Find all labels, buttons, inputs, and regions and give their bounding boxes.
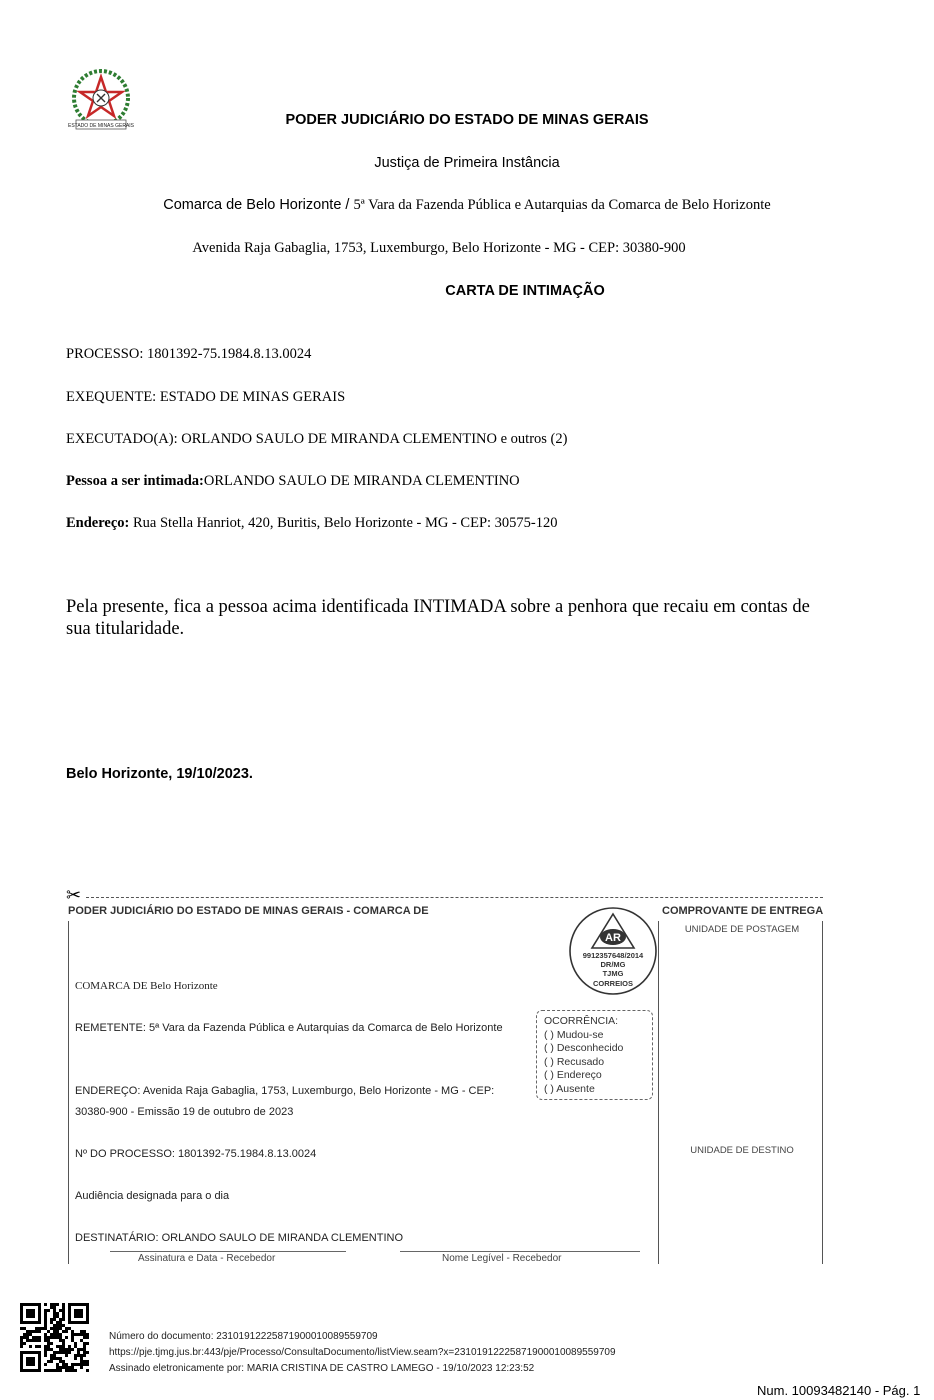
signature-line-left <box>110 1251 346 1252</box>
ocorrencia-title: OCORRÊNCIA: <box>544 1015 619 1027</box>
pessoa-label: Pessoa a ser intimada: <box>66 473 204 489</box>
court-title: PODER JUDICIÁRIO DO ESTADO DE MINAS GERAIS <box>285 112 649 128</box>
svg-text:TJMG: TJMG <box>602 969 624 978</box>
ocorrencia-box <box>536 1010 653 1100</box>
cut-line <box>86 897 823 898</box>
executado-field: EXECUTADO(A): ORLANDO SAULO DE MIRANDA CLEMENTINO e outros (2) <box>66 431 568 447</box>
instance-title: Justiça de Primeira Instância <box>374 155 560 171</box>
page-number: Num. 10093482140 - Pág. 1 <box>757 1383 921 1398</box>
exequente-field: EXEQUENTE: ESTADO DE MINAS GERAIS <box>66 389 346 405</box>
slip-border-right <box>822 921 823 1264</box>
svg-text:CORREIOS: CORREIOS <box>592 979 634 988</box>
endereco-field <box>66 515 558 532</box>
intimation-text: Pela presente, fica a pessoa acima identificada INTIMADA sobre a penhora que recaiu em contas de sua titularidade. <box>66 597 810 639</box>
slip-border-left <box>68 921 69 1264</box>
unidade-postagem: UNIDADE DE POSTAGEM <box>684 924 800 935</box>
scissors-icon: ✂ <box>66 885 82 905</box>
slip-header-right: COMPROVANTE DE ENTREGA <box>662 905 824 917</box>
svg-text:9912357648/2014: 9912357648/2014 <box>582 951 644 960</box>
slip-audiencia: Audiência designada para o dia <box>75 1190 230 1202</box>
slip-remetente: REMETENTE: 5ª Vara da Fazenda Pública e Autarquias da Comarca de Belo Horizonte <box>75 1022 503 1034</box>
unidade-destino: UNIDADE DE DESTINO <box>690 1145 794 1156</box>
comarca-vara: 5ª Vara da Fazenda Pública e Autarquias da Comarca de Belo Horizonte <box>353 197 771 213</box>
svg-text:AR: AR <box>605 932 621 944</box>
document-title: CARTA DE INTIMAÇÃO <box>445 283 605 299</box>
ocorrencia-mudou-se: ( ) Mudou-se <box>544 1028 604 1041</box>
processo-field: PROCESSO: 1801392-75.1984.8.13.0024 <box>66 346 312 362</box>
slip-header-left: PODER JUDICIÁRIO DO ESTADO DE MINAS GERAIS - COMARCA DE <box>68 905 429 917</box>
ocorrencia-endereco: ( ) Endereço <box>544 1069 602 1081</box>
endereco-label: Endereço: <box>66 515 130 531</box>
qr-code-icon <box>20 1303 89 1372</box>
ocorrencia-ausente: ( ) Ausente <box>544 1082 595 1095</box>
svg-text:DR/MG: DR/MG <box>600 960 626 969</box>
comarca-line <box>0 197 934 214</box>
slip-border-middle <box>658 921 659 1264</box>
ocorrencia-recusado: ( ) Recusado <box>544 1055 605 1068</box>
comarca-prefix: Comarca de Belo Horizonte / <box>163 197 354 213</box>
ar-correios-stamp-icon <box>568 906 658 996</box>
slip-endereco: ENDEREÇO: Avenida Raja Gabaglia, 1753, Luxemburgo, Belo Horizonte - MG - CEP: 30380-900 - Emissão 19 de outubro de 2023 <box>75 1085 495 1118</box>
pessoa-field <box>66 473 520 490</box>
pessoa-value: ORLANDO SAULO DE MIRANDA CLEMENTINO <box>203 473 520 489</box>
court-address: Avenida Raja Gabaglia, 1753, Luxemburgo, Belo Horizonte - MG - CEP: 30380-900 <box>192 240 686 256</box>
slip-destinatario: DESTINATÁRIO: ORLANDO SAULO DE MIRANDA CLEMENTINO <box>75 1232 404 1244</box>
slip-comarca: COMARCA DE Belo Horizonte <box>75 980 218 992</box>
ocorrencia-desconhecido: ( ) Desconhecido <box>544 1042 624 1054</box>
city-date: Belo Horizonte, 19/10/2023. <box>66 766 253 782</box>
footer-signed: Assinado eletronicamente por: MARIA CRISTINA DE CASTRO LAMEGO - 19/10/2023 12:23:52 <box>109 1363 535 1374</box>
signature-label-right: Nome Legível - Recebedor <box>442 1253 562 1264</box>
footer-doc-number: Número do documento: 23101912225871900010089559709 <box>109 1331 378 1342</box>
footer-url[interactable]: https://pje.tjmg.jus.br:443/pje/Processo/ConsultaDocumento/listView.seam?x=23101912225871900010089559709 <box>109 1347 616 1358</box>
slip-processo: Nº DO PROCESSO: 1801392-75.1984.8.13.0024 <box>75 1148 317 1160</box>
svg-text:ESTADO DE MINAS GERAIS: ESTADO DE MINAS GERAIS <box>68 123 134 129</box>
signature-label-left: Assinatura e Data - Recebedor <box>138 1253 276 1264</box>
endereco-value: Rua Stella Hanriot, 420, Buritis, Belo Horizonte - MG - CEP: 30575-120 <box>129 515 558 531</box>
signature-line-right <box>400 1251 640 1252</box>
